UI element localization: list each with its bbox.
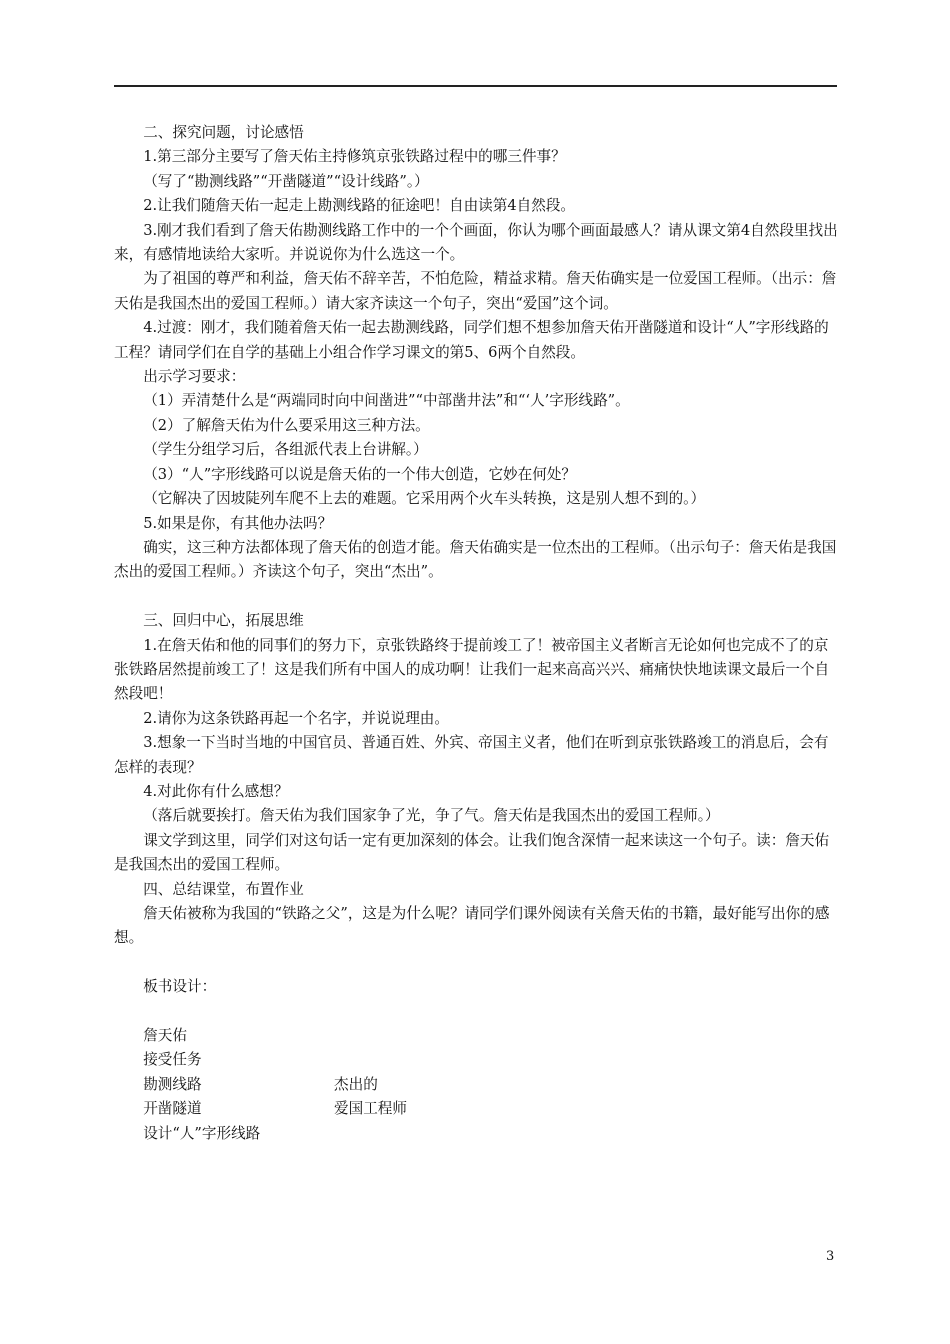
paragraph: （3）“人”字形线路可以说是詹天佑的一个伟大创造，它妙在何处？ (143, 465, 577, 483)
board-item: 开凿隧道 (143, 1100, 202, 1118)
paragraph: （落后就要挨打。詹天佑为我们国家争了光，争了气。詹天佑是我国杰出的爱国工程师。） (143, 807, 720, 825)
paragraph: 1.在詹天佑和他的同事们的努力下，京张铁路终于提前竣工了！被帝国主义者断言无论如何也完成不了的京张铁路居然提前竣工了！这是我们所有中国人的成功啊！让我们一起来高高兴兴、痛痛快快地读课文最后一个自然段吧！ (114, 636, 830, 703)
paragraph: 3.刚才我们看到了詹天佑勘测线路工作中的一个个画面，你认为哪个画面最感人？请从课文第4自然段里找出来，有感情地读给大家听。并说说你为什么选这一个。 (114, 221, 838, 264)
board-summary-2: 爱国工程师 (334, 1100, 407, 1118)
paragraph: （2）了解詹天佑为什么要采用这三种方法。 (143, 416, 430, 434)
paragraph: （它解决了因坡陡列车爬不上去的难题。它采用两个火车头转换，这是别人想不到的。） (143, 490, 706, 508)
paragraph: 1.第三部分主要写了詹天佑主持修筑京张铁路过程中的哪三件事？ (143, 148, 566, 166)
paragraph: 出示学习要求： (143, 368, 246, 386)
paragraph: （写了“勘测线路”“开凿隧道”“设计线路”。） (143, 172, 429, 190)
paragraph: （1）弄清楚什么是“两端同时向中间凿进”“中部凿井法”和“‘人’字形线路”。 (143, 392, 630, 410)
board-item: 接受任务 (143, 1051, 202, 1069)
board-item: 勘测线路 (143, 1075, 202, 1093)
paragraph: 4.过渡：刚才，我们随着詹天佑一起去勘测线路，同学们想不想参加詹天佑开凿隧道和设计“人”字形线路的工程？请同学们在自学的基础上小组合作学习课文的第5、6两个自然段。 (114, 319, 829, 361)
board-design-title: 板书设计： (143, 978, 217, 996)
document-body (114, 121, 838, 1146)
blank-line (114, 951, 838, 975)
paragraph: 为了祖国的尊严和利益，詹天佑不辞辛苦，不怕危险，精益求精。詹天佑确实是一位爱国工程师。（出示：詹天佑是我国杰出的爱国工程师。）请大家齐读这一个句子，突出“爱国”这个词。 (114, 270, 837, 312)
paragraph: 3.想象一下当时当地的中国官员、普通百姓、外宾、帝国主义者，他们在听到京张铁路竣工的消息后，会有怎样的表现？ (114, 734, 829, 776)
paragraph: 2.让我们随詹天佑一起走上勘测线路的征途吧！自由读第4自然段。 (143, 197, 576, 215)
paragraph: 2.请你为这条铁路再起一个名字，并说说理由。 (143, 709, 449, 727)
section-heading-2: 二、探究问题，讨论感悟 (143, 124, 304, 141)
paragraph: 5.如果是你，有其他办法吗？ (143, 514, 333, 532)
section-heading-3: 三、回归中心，拓展思维 (143, 612, 304, 630)
header-rule (114, 85, 837, 87)
paragraph: 确实，这三种方法都体现了詹天佑的创造才能。詹天佑确实是一位杰出的工程师。（出示句子：詹天佑是我国杰出的爱国工程师。）齐读这个句子，突出“杰出”。 (114, 538, 837, 581)
board-row (114, 1122, 838, 1146)
paragraph: 4.对此你有什么感想？ (143, 782, 289, 800)
board-name: 詹天佑 (143, 1026, 187, 1044)
board-summary-1: 杰出的 (334, 1075, 378, 1093)
board-row (114, 1024, 838, 1048)
blank-line (114, 585, 838, 609)
paragraph: 詹天佑被称为我国的“铁路之父”，这是为什么呢？请同学们课外阅读有关詹天佑的书籍，最好能写出你的感想。 (114, 904, 830, 947)
section-heading-4: 四、总结课堂，布置作业 (143, 880, 304, 898)
board-item: 设计“人”字形线路 (143, 1124, 261, 1142)
board-row (114, 1097, 838, 1121)
board-row (114, 1073, 838, 1097)
paragraph: 课文学到这里，同学们对这句话一定有更加深刻的体会。让我们饱含深情一起来读这一个句子。读：詹天佑是我国杰出的爱国工程师。 (114, 831, 830, 874)
board-row (114, 1048, 838, 1072)
blank-line (114, 1000, 838, 1024)
blackboard-design (114, 1024, 838, 1146)
paragraph: （学生分组学习后，各组派代表上台讲解。） (143, 441, 428, 459)
page-number: 3 (826, 1249, 835, 1264)
